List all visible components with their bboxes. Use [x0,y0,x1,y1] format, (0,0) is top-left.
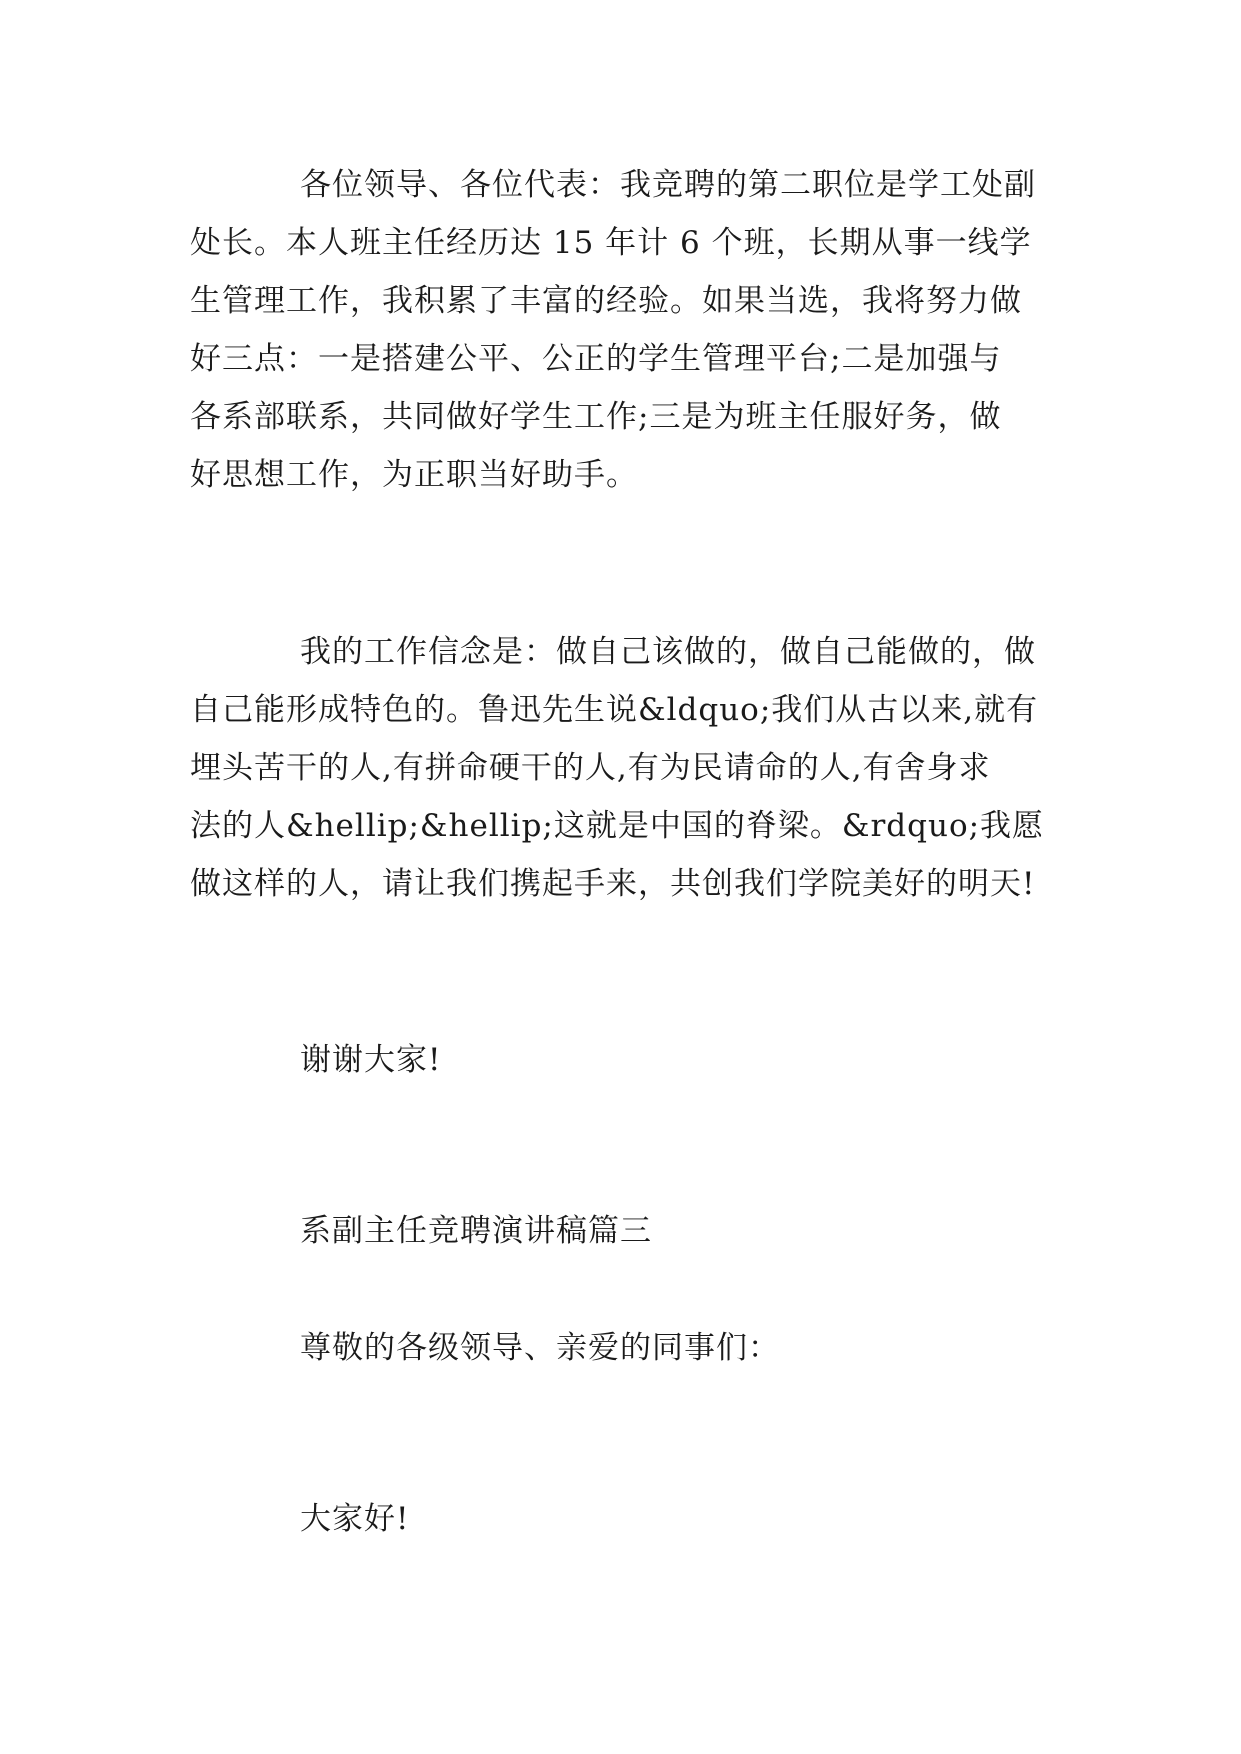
text-line: 我的工作信念是：做自己该做的，做自己能做的，做 [300,634,1036,670]
text-line: 自己能形成特色的。鲁迅先生说&ldquo;我们从古以来,就有 [190,692,1039,728]
paragraph-thanks [190,1031,1050,1089]
paragraph-candidacy-vice-director [190,156,1050,504]
salutation [190,1319,1050,1377]
text-line: 埋头苦干的人,有拼命硬干的人,有为民请命的人,有舍身求 [190,750,991,786]
text-line: 做这样的人，请让我们携起手来，共创我们学院美好的明天! [190,866,1036,902]
text-line: 各位领导、各位代表：我竞聘的第二职位是学工处副 [300,167,1036,203]
thanks-text: 谢谢大家! [300,1042,442,1078]
greeting [190,1490,1050,1548]
text-line: 生管理工作，我积累了丰富的经验。如果当选，我将努力做 [190,283,1022,319]
text-line: 法的人&hellip;&hellip;这就是中国的脊梁。&rdquo;我愿 [190,808,1045,844]
greeting-text: 大家好! [300,1501,410,1537]
text-line: 好三点：一是搭建公平、公正的学生管理平台;二是加强与 [190,341,1002,377]
salutation-text: 尊敬的各级领导、亲爱的同事们： [300,1330,780,1366]
section-title-text: 系副主任竞聘演讲稿篇三 [300,1213,652,1249]
section-title [190,1202,1050,1260]
paragraph-work-belief [190,623,1050,913]
text-line: 各系部联系，共同做好学生工作;三是为班主任服好务，做 [190,399,1002,435]
text-line: 好思想工作，为正职当好助手。 [190,457,638,493]
text-line: 处长。本人班主任经历达 15 年计 6 个班，长期从事一线学 [190,225,1032,261]
